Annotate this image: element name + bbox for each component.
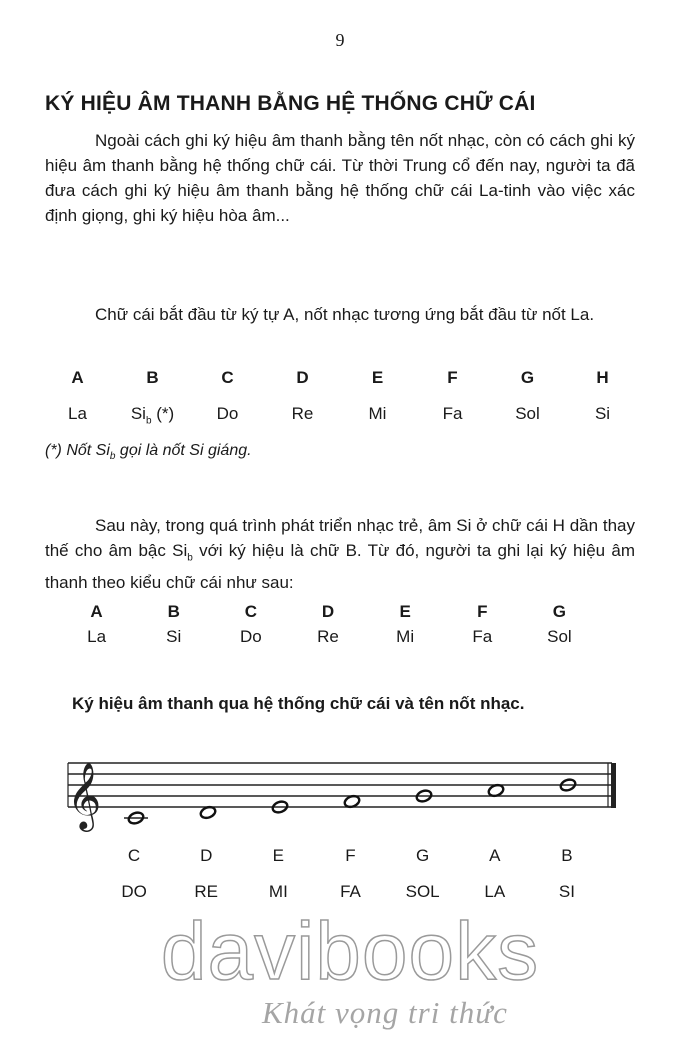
table1-letters-row <box>40 368 640 388</box>
staff-name: DO <box>121 882 147 901</box>
table2-letter: F <box>477 602 488 621</box>
table1-letter: F <box>447 368 458 387</box>
footnote: (*) Nốt $Si_b$ gọi là nốt Si giáng. <box>45 442 252 463</box>
table1-letter: B <box>146 368 159 387</box>
table1-letter: C <box>221 368 234 387</box>
table1-notes-row <box>40 404 640 426</box>
table1-note: Si <box>594 404 611 423</box>
staff-letter: E <box>272 846 285 865</box>
watermark-tagline: Khát vọng tri thức <box>262 995 508 1030</box>
table1-letter: A <box>71 368 84 387</box>
watermark-logo: davibooks <box>160 906 540 997</box>
staff-name: MI <box>268 882 288 901</box>
table2-letter: E <box>399 602 411 621</box>
table2-note: La <box>87 627 107 646</box>
table1-note: La <box>68 404 87 423</box>
page-number: 9 <box>335 30 345 50</box>
figure-caption: Ký hiệu âm thanh qua hệ thống chữ cái và tên nốt nhạc. <box>72 694 525 713</box>
table2-letter: D <box>321 602 335 621</box>
staff-name: SI <box>558 882 575 901</box>
table1-letter: E <box>371 368 384 387</box>
table2-letters-row <box>58 602 598 622</box>
table1-letter: G <box>520 368 535 387</box>
table1-letter: D <box>296 368 309 387</box>
staff-lines <box>68 763 612 807</box>
table2-letter: C <box>244 602 257 621</box>
staff-letter: G <box>416 846 430 865</box>
later-paragraph: Sau này, trong quá trình phát triển nhạc trẻ, âm Si ở chữ cái H dần thay thế cho âm bậc $Si_b$ với ký hiệu là chữ B. Từ đó, người ta ghi lại ký hiệu âm thanh theo kiểu chữ cái như sau: <box>45 516 635 593</box>
table1-letter: H <box>596 368 609 387</box>
table1-note: Do <box>216 404 239 423</box>
section-heading: KÝ HIỆU ÂM THANH BẰNG HỆ THỐNG CHỮ CÁI <box>45 92 536 115</box>
staff-letter: C <box>127 846 141 865</box>
staff-letter: A <box>489 846 501 865</box>
treble-clef-icon: 𝄞 <box>67 761 102 829</box>
table2-notes-row <box>58 627 598 647</box>
table1-note: Mi <box>368 404 387 423</box>
staff-names-row <box>98 882 603 902</box>
table2-note: Do <box>239 627 262 646</box>
table2-note: Mi <box>396 627 415 646</box>
staff-end-barline-thick <box>611 763 616 808</box>
table1-note-flat: $Si_b$ (*) <box>130 404 175 427</box>
staff-letter: F <box>345 846 356 865</box>
staff-name: RE <box>194 882 219 901</box>
table2-letter: G <box>552 602 567 621</box>
table2-note: Si <box>166 627 182 646</box>
staff-name: FA <box>340 882 361 901</box>
table1-note: Fa <box>442 404 463 423</box>
music-staff <box>60 745 630 835</box>
table1-note: Sol <box>515 404 540 423</box>
staff-letters-row <box>98 846 603 866</box>
staff-letter: D <box>200 846 213 865</box>
table2-note: Re <box>317 627 339 646</box>
intro-paragraph <box>45 128 635 228</box>
table2-letter: B <box>167 602 180 621</box>
table2-letter: A <box>90 602 103 621</box>
table2-note: Fa <box>472 627 493 646</box>
letters-text: Chữ cái bắt đầu từ ký tự A, nốt nhạc tương ứng bắt đầu từ nốt La. <box>95 305 595 324</box>
staff-name: LA <box>484 882 506 901</box>
staff-name: SOL <box>405 882 440 901</box>
letters-paragraph <box>45 302 635 327</box>
staff-letter: B <box>561 846 573 865</box>
intro-text: Ngoài cách ghi ký hiệu âm thanh bằng tên nốt nhạc, còn có cách ghi ký hiệu âm thanh bằng hệ thống chữ cái. Từ thời Trung cổ đến nay, người ta đã đưa cách ghi ký hiệu âm thanh bằng hệ thống chữ cái La-tinh vào việc xác định giọng, ghi ký hiệu hòa âm... <box>45 131 635 225</box>
table2-note: Sol <box>547 627 572 646</box>
table1-note: Re <box>291 404 314 423</box>
